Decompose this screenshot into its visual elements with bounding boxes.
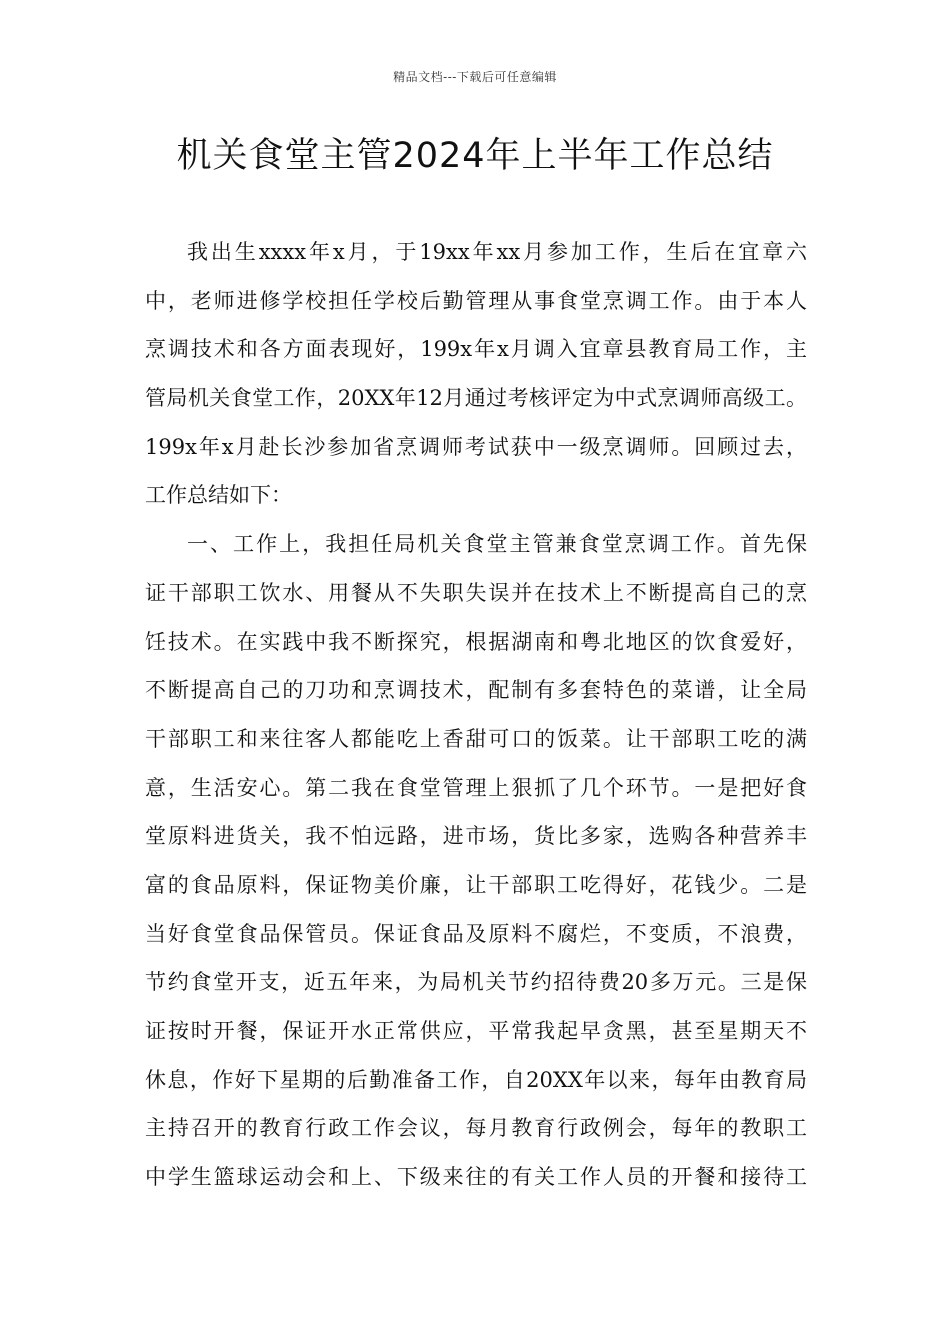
document-title: 机关食堂主管2024年上半年工作总结 (176, 136, 774, 176)
paragraph-2-line-13: 主持召开的教育行政工作会议，每月教育行政例会，每年的教职工 (145, 1116, 807, 1141)
paragraph-2-line-7: 堂原料进货关，我不怕远路，进市场，货比多家，选购各种营养丰 (145, 824, 807, 849)
header-note: 精品文档---下载后可任意编辑 (393, 70, 557, 84)
paragraph-1-line-5: 199x年x月赴长沙参加省烹调师考试获中一级烹调师。回顾过去， (145, 434, 807, 459)
paragraph-1-line-6: 工作总结如下： (145, 483, 292, 508)
paragraph-2-line-8: 富的食品原料，保证物美价廉，让干部职工吃得好，花钱少。二是 (145, 872, 807, 897)
paragraph-1-line-4: 管局机关食堂工作，20XX年12月通过考核评定为中式烹调师高级工。 (145, 386, 807, 411)
paragraph-2-line-12: 休息，作好下星期的后勤准备工作，自20XX年以来，每年由教育局 (145, 1067, 807, 1092)
paragraph-2-line-9: 当好食堂食品保管员。保证食品及原料不腐烂，不变质，不浪费， (145, 921, 807, 946)
paragraph-1-line-1: 我出生xxxx年x月，于19xx年xx月参加工作，生后在宜章六 (187, 240, 807, 264)
paragraph-2-line-14: 中学生篮球运动会和上、下级来往的有关工作人员的开餐和接待工 (145, 1165, 807, 1190)
paragraph-2-line-5: 干部职工和来往客人都能吃上香甜可口的饭菜。让干部职工吃的满 (145, 726, 807, 751)
paragraph-2-line-2: 证干部职工饮水、用餐从不失职失误并在技术上不断提高自己的烹 (145, 580, 807, 605)
paragraph-1-line-3: 烹调技术和各方面表现好，199x年x月调入宜章县教育局工作，主 (145, 337, 807, 362)
paragraph-2-line-11: 证按时开餐，保证开水正常供应，平常我起早贪黑，甚至星期天不 (145, 1019, 807, 1043)
paragraph-2-line-10: 节约食堂开支，近五年来，为局机关节约招待费20多万元。三是保 (145, 970, 807, 995)
paragraph-2-line-3: 饪技术。在实践中我不断探究，根据湖南和粤北地区的饮食爱好， (145, 629, 807, 654)
paragraph-1-line-2: 中，老师进修学校担任学校后勤管理从事食堂烹调工作。由于本人 (145, 288, 807, 313)
paragraph-2-line-6: 意，生活安心。第二我在食堂管理上狠抓了几个环节。一是把好食 (145, 775, 807, 800)
paragraph-2-line-4: 不断提高自己的刀功和烹调技术，配制有多套特色的菜谱，让全局 (145, 678, 807, 703)
document-body (145, 228, 807, 1202)
paragraph-2-line-1: 一、工作上，我担任局机关食堂主管兼食堂烹调工作。首先保 (187, 532, 807, 557)
